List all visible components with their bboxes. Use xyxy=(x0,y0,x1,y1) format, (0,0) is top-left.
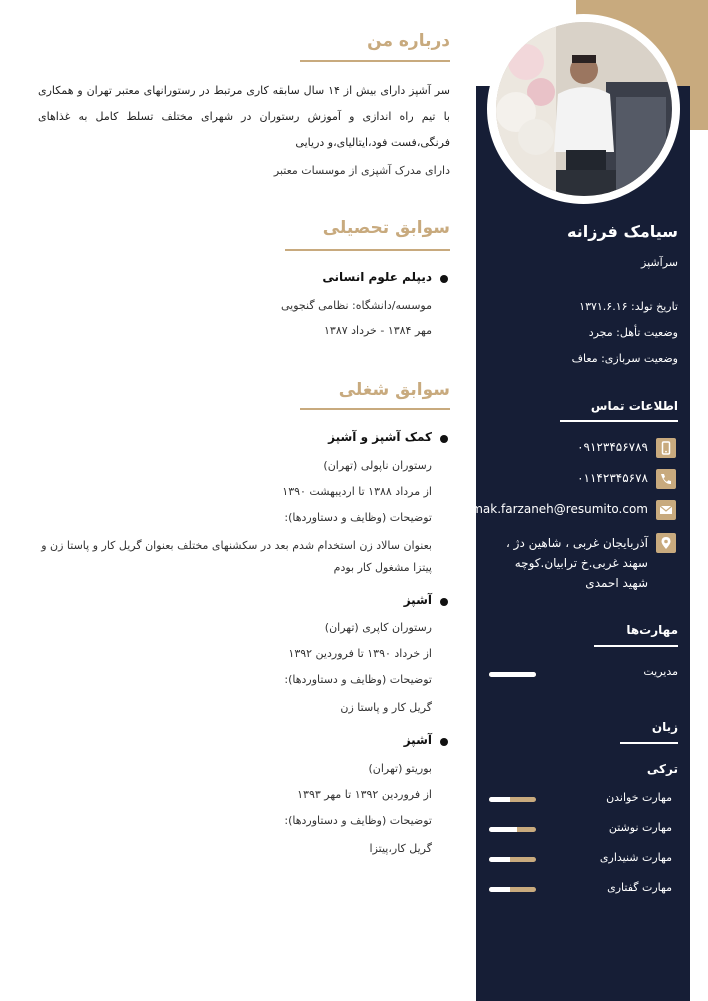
skills-heading-line xyxy=(594,645,678,647)
listening-skill: مهارت شنیداری xyxy=(599,851,672,864)
birth-date: تاریخ تولد: ۱۳۷۱.۶.۱۶ xyxy=(579,300,678,313)
work-desc-1: بعنوان سالاد زن استخدام شدم بعد در سکشنهای مختلف بعنوان گریل کار و پاستا زن و پیتزا مشغول کار بودم xyxy=(41,539,432,574)
writing-skill-bar-fill xyxy=(489,827,517,832)
work-period-2: از خرداد ۱۳۹۰ تا فروردین ۱۳۹۲ xyxy=(288,647,432,660)
work-company-3: بوریتو (تهران) xyxy=(368,762,432,775)
about-heading: درباره من xyxy=(367,31,450,51)
work-bullet-3 xyxy=(440,738,448,746)
about-text: سر آشپز دارای بیش از ۱۴ سال سابقه کاری مرتبط در رستورانهای معتبر تهران و همکاری با تیم راه اندازی و آموزش رستوران در شهرای مختلف تسلط کامل به غذاهای فرنگی،فست فود،ایتالیای،و دریایی xyxy=(38,84,450,149)
about-heading-line xyxy=(300,60,450,62)
work-title-2: آشپز xyxy=(403,593,432,607)
email-address[interactable]: siamak.farzaneh@resumito.com xyxy=(454,502,648,516)
work-desc-label-1: توضیحات (وظایف و دستاوردها): xyxy=(284,511,432,524)
speaking-skill-bar xyxy=(489,887,536,892)
languages-heading-line xyxy=(620,742,678,744)
mobile-number[interactable]: ۰۹۱۲۳۴۵۶۷۸۹ xyxy=(577,440,648,454)
listening-skill-bar xyxy=(489,857,536,862)
education-period: مهر ۱۳۸۴ - خرداد ۱۳۸۷ xyxy=(324,324,432,337)
work-heading-line xyxy=(300,408,450,410)
work-desc-2: گریل کار و پاستا زن xyxy=(340,701,432,714)
skills-heading: مهارت‌ها xyxy=(626,623,678,637)
work-desc-label-3: توضیحات (وظایف و دستاوردها): xyxy=(284,814,432,827)
phone-number[interactable]: ۰۱۱۴۲۳۴۵۶۷۸ xyxy=(577,471,648,485)
work-period-3: از فروردین ۱۳۹۲ تا مهر ۱۳۹۳ xyxy=(297,788,432,801)
contact-heading: اطلاعات تماس xyxy=(590,399,678,413)
about-text-certificate: دارای مدرک آشپزی از موسسات معتبر xyxy=(273,164,450,177)
marital-status: وضعیت تأهل: مجرد xyxy=(588,326,678,339)
email-icon xyxy=(656,500,676,520)
work-title-1: کمک آشپز و آشپز xyxy=(328,430,432,444)
work-period-1: از مرداد ۱۳۸۸ تا اردیبهشت ۱۳۹۰ xyxy=(282,485,432,498)
location-icon xyxy=(656,533,676,553)
reading-skill-bar-fill xyxy=(489,797,510,802)
work-bullet-1 xyxy=(440,435,448,443)
skill-management-bar xyxy=(489,672,536,677)
contact-heading-line xyxy=(560,420,678,422)
skill-management: مدیریت xyxy=(643,665,678,678)
education-bullet xyxy=(440,275,448,283)
reading-skill: مهارت خواندن xyxy=(606,791,672,804)
job-title: سرآشپز xyxy=(641,256,678,269)
work-bullet-2 xyxy=(440,598,448,606)
work-desc-3: گریل کار،پیتزا xyxy=(369,842,432,855)
military-status: وضعیت سربازی: معاف xyxy=(571,352,678,365)
language-name: ترکی xyxy=(646,762,678,776)
work-title-3: آشپز xyxy=(403,733,432,747)
person-name: سیامک فرزانه xyxy=(567,222,678,241)
writing-skill-bar xyxy=(489,827,536,832)
phone-icon xyxy=(656,469,676,489)
education-heading-line xyxy=(285,249,450,251)
listening-skill-bar-fill xyxy=(489,857,510,862)
education-heading: سوابق تحصیلی xyxy=(322,218,450,238)
reading-skill-bar xyxy=(489,797,536,802)
work-company-1: رستوران ناپولی (تهران) xyxy=(323,459,432,472)
education-title: دیپلم علوم انسانی xyxy=(322,270,432,284)
languages-heading: زبان xyxy=(651,720,678,734)
speaking-skill-bar-fill xyxy=(489,887,510,892)
mobile-icon xyxy=(656,438,676,458)
work-company-2: رستوران کاپری (تهران) xyxy=(324,621,432,634)
skill-management-bar-fill xyxy=(489,672,536,677)
avatar xyxy=(496,22,672,196)
education-institution: موسسه/دانشگاه: نظامی گنجویی xyxy=(281,299,432,312)
work-heading: سوابق شغلی xyxy=(338,380,450,400)
address: آذربایجان غربی ، شاهین دژ ، سهند غربی.خ ترابیان.کوچه شهید احمدی xyxy=(505,536,648,590)
speaking-skill: مهارت گفتاری xyxy=(607,881,672,894)
work-desc-label-2: توضیحات (وظایف و دستاوردها): xyxy=(284,673,432,686)
writing-skill: مهارت نوشتن xyxy=(608,821,672,834)
